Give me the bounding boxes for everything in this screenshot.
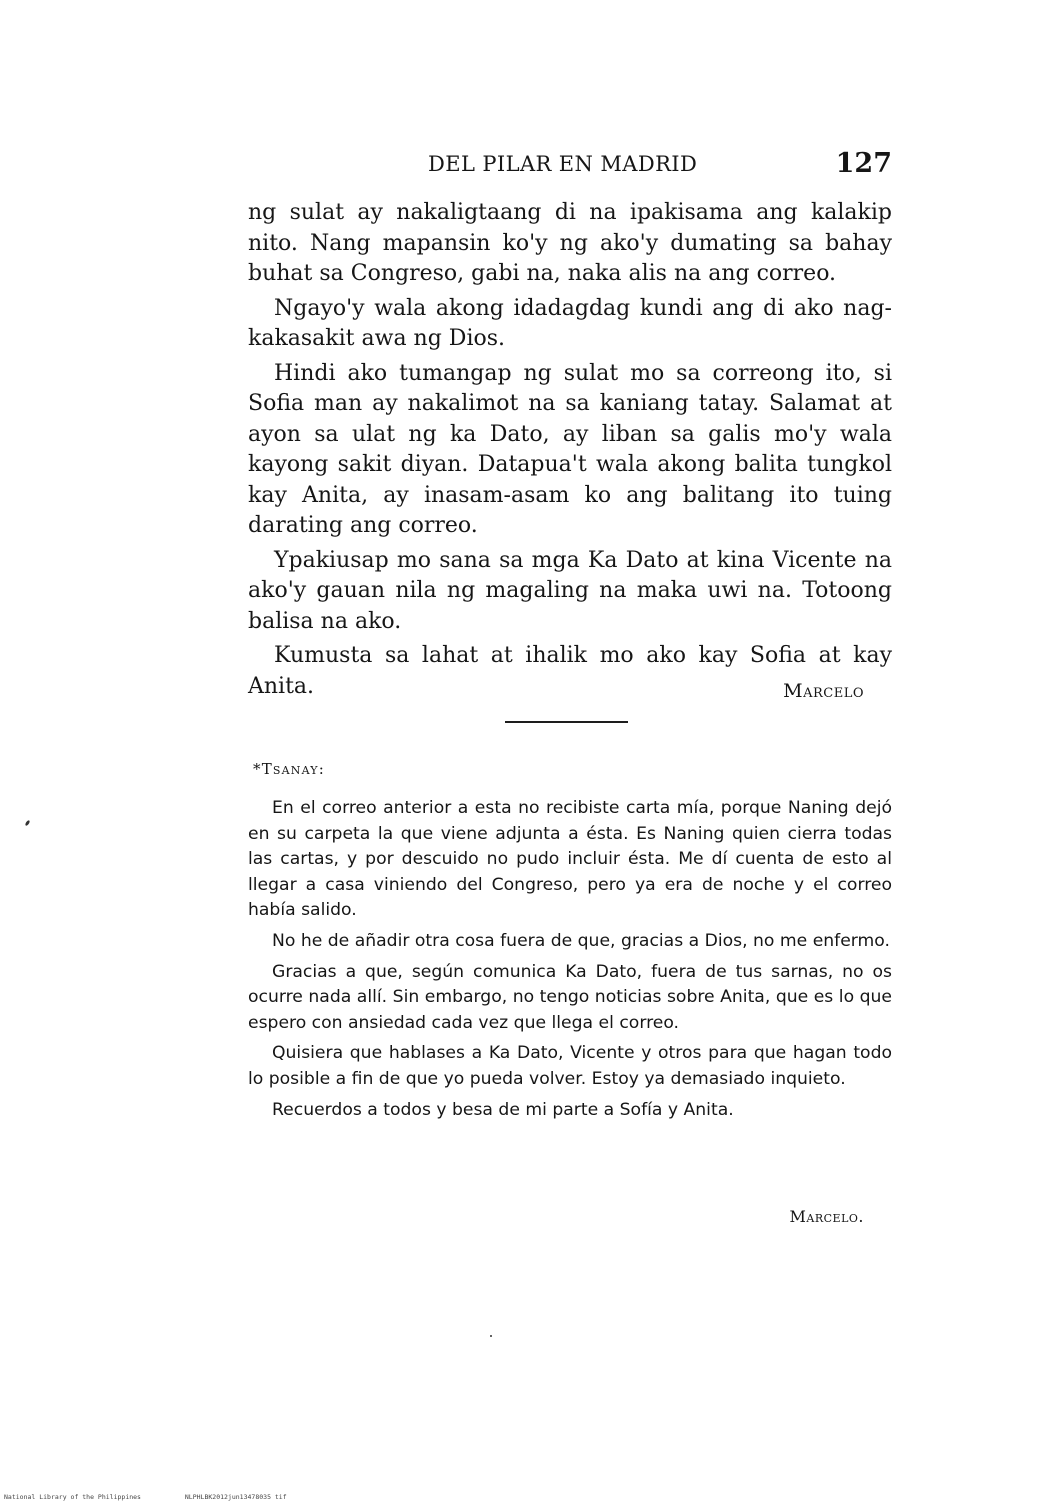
- paragraph: ng sulat ay nakaligtaang di na ipakisama ang kalakip nito. Nang mapansin ko'y ng ako'y dumating sa bahay buhat sa Congreso, gabi na, naka alis na ang correo.: [248, 200, 892, 286]
- scan-footer: [4, 1493, 327, 1501]
- footnote-paragraph: No he de añadir otra cosa fuera de que, gracias a Dios, no me enfermo.: [272, 930, 890, 951]
- footer-file-id: NLPHLBK2012jun13478035 tif: [184, 1493, 287, 1501]
- footnote-paragraph: Gracias a que, según comunica Ka Dato, fuera de tus sarnas, no os ocurre nada allí. Sin embargo, no tengo noticias sobre Anita, que es lo que espero con ansiedad cada vez que llega el correo.: [248, 961, 892, 1033]
- footnote-paragraph: En el correo anterior a esta no recibiste carta mía, porque Naning dejó en su carpeta la que viene adjunta a ésta. Es Naning quien cierra todas las cartas, y por descuido no pudo incluir ésta. Me dí cuenta de esto al llegar a casa viniendo del Congreso, pero ya era de noche y el correo había salido.: [248, 798, 892, 921]
- footnote-signature: Marcelo.: [789, 1207, 864, 1226]
- section-divider: [505, 721, 628, 723]
- paragraph: Hindi ako tumangap ng sulat mo sa correong ito, si Sofia man ay nakalimot na sa kaniang tatay. Salamat at ayon sa ulat ng ka Dato, ay liban sa galis mo'y wala kayong sakit diyan. Datapua't wala akong balita tungkol kay Anita, ay inasam-asam ko ang balitang ito tuing darating ang correo.: [248, 360, 892, 538]
- paragraph: Ypakiusap mo sana sa mga Ka Dato at kina Vicente na ako'y gauan nila ng magaling na maka uwi na. Totoong balisa na ako.: [248, 547, 892, 634]
- footnote-paragraph: Quisiera que hablases a Ka Dato, Vicente y otros para que hagan todo lo posible a fin de que yo pueda volver. Estoy ya demasiado inquieto.: [248, 1043, 892, 1089]
- footnote-text: [248, 796, 892, 1128]
- page-number: 127: [835, 148, 892, 179]
- letter-signature: Marcelo: [783, 680, 864, 702]
- running-title: DEL PILAR EN MADRID: [428, 152, 698, 176]
- footnote-paragraph: Recuerdos a todos y besa de mi parte a Sofía y Anita.: [272, 1099, 734, 1120]
- scan-speck: [490, 1335, 492, 1337]
- running-header: [248, 148, 892, 184]
- scan-speck: [25, 820, 31, 827]
- footnote-heading: *Tsanay:: [253, 760, 326, 778]
- paragraph: Kumusta sa lahat at ihalik mo ako kay Sofia at kay Anita.: [248, 643, 892, 699]
- footer-library: National Library of the Philippines: [4, 1493, 141, 1501]
- paragraph: Ngayo'y wala akong idadagdag kundi ang di ako nag-kakasakit awa ng Dios.: [248, 295, 892, 351]
- main-text: [248, 198, 892, 706]
